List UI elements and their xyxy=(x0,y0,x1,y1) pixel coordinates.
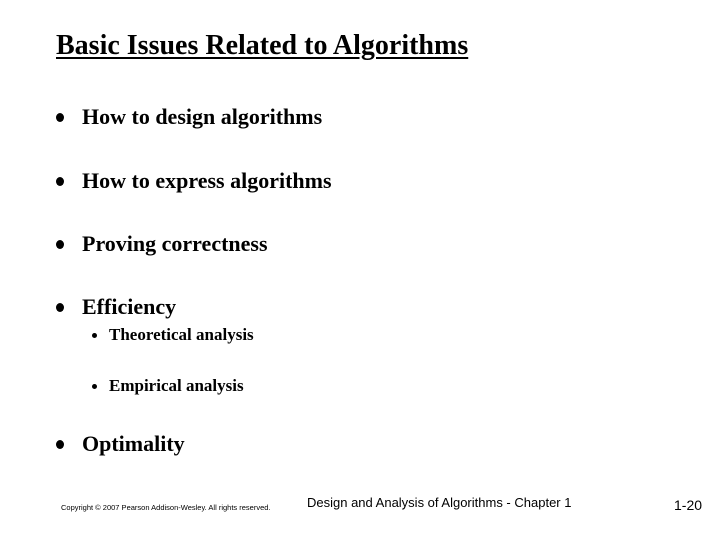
sub-bullet-dot-icon xyxy=(92,384,97,389)
footer-course-title: Design and Analysis of Algorithms - Chapter 1 xyxy=(307,495,572,510)
bullet-dot-icon xyxy=(56,177,64,186)
bullet-text: Proving correctness xyxy=(82,231,268,256)
sub-bullet-item-empirical xyxy=(92,376,244,396)
bullet-dot-icon xyxy=(56,303,64,312)
bullet-dot-icon xyxy=(56,113,64,122)
bullet-item-express xyxy=(56,168,332,194)
bullet-dot-icon xyxy=(56,240,64,249)
sub-bullet-text: Empirical analysis xyxy=(109,376,244,395)
sub-bullet-dot-icon xyxy=(92,333,97,338)
bullet-dot-icon xyxy=(56,440,64,449)
footer-copyright: Copyright © 2007 Pearson Addison-Wesley. All rights reserved. xyxy=(61,503,271,512)
bullet-item-correctness xyxy=(56,231,268,257)
bullet-text: Efficiency xyxy=(82,294,177,319)
bullet-item-efficiency xyxy=(56,294,176,320)
bullet-text: How to design algorithms xyxy=(82,104,323,129)
sub-bullet-item-theoretical xyxy=(92,325,254,345)
bullet-text: How to express algorithms xyxy=(82,168,332,193)
sub-bullet-text: Theoretical analysis xyxy=(109,325,254,344)
footer-page-number: 1-20 xyxy=(674,497,703,513)
bullet-text: Optimality xyxy=(82,431,185,456)
bullet-item-optimality xyxy=(56,431,185,457)
slide-title: Basic Issues Related to Algorithms xyxy=(56,30,469,61)
bullet-item-design xyxy=(56,104,322,130)
